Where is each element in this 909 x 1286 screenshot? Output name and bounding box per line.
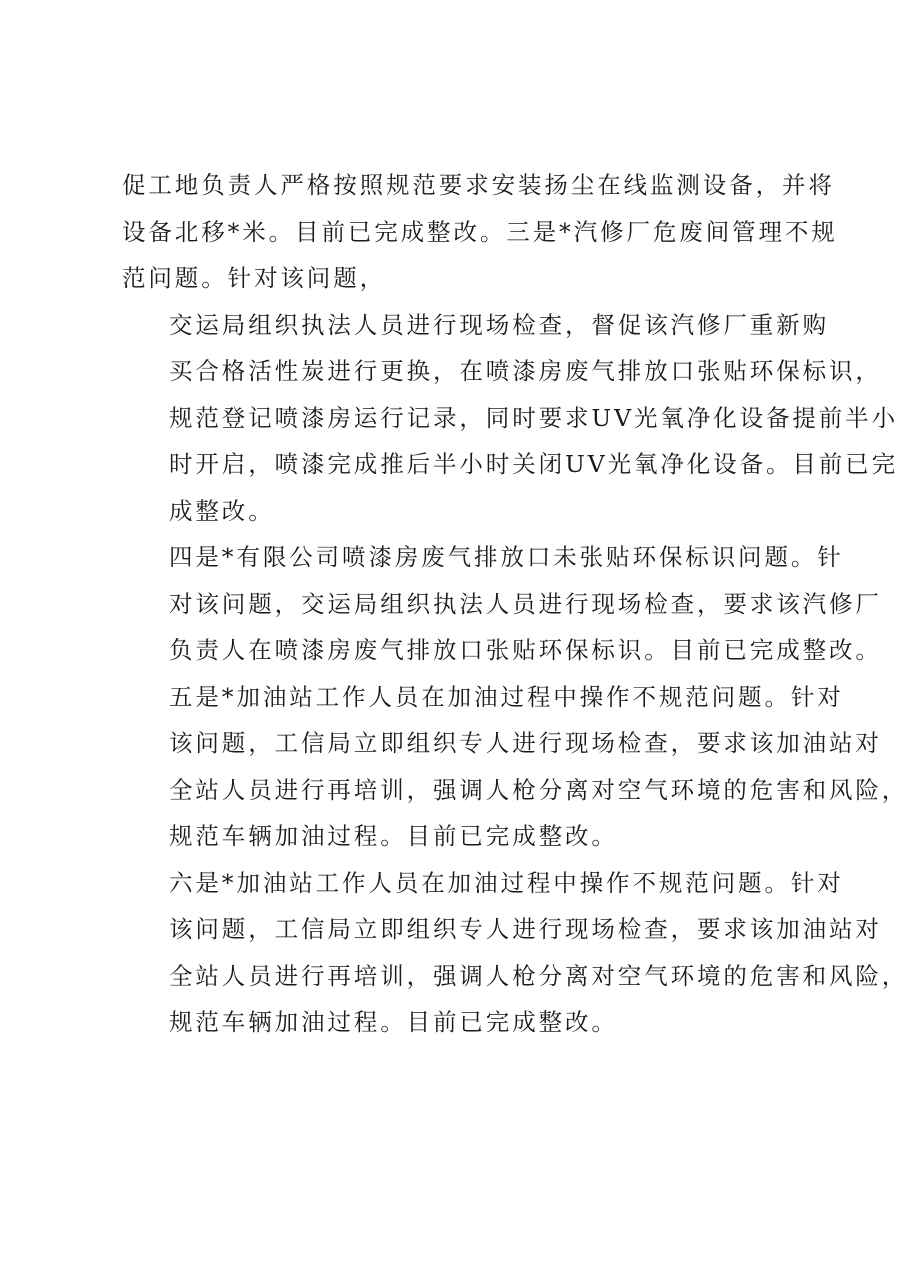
paragraph <box>122 162 838 302</box>
text-line: 设备北移*米。目前已完成整改。三是*汽修厂危废间管理不规 <box>122 217 838 246</box>
text-line: 规范车辆加油过程。目前已完成整改。 <box>169 1008 618 1036</box>
text-line: 负责人在喷漆房废气排放口张贴环保标识。目前已完成整改。 <box>169 636 882 664</box>
text-line: 对该问题，交运局组织执法人员进行现场检查，要求该汽修厂 <box>169 589 882 618</box>
text-line: 规范车辆加油过程。目前已完成整改。 <box>169 822 618 850</box>
text-line: 买合格活性炭进行更换，在喷漆房废气排放口张贴环保标识， <box>169 357 882 385</box>
text-line: 促工地负责人严格按照规范要求安装扬尘在线监测设备，并将 <box>122 171 835 199</box>
text-line: 四是*有限公司喷漆房废气排放口未张贴环保标识问题。针 <box>169 543 844 571</box>
paragraph <box>122 860 909 1046</box>
text-line: 时开启，喷漆完成推后半小时关闭UV光氧净化设备。目前已完 <box>169 450 898 478</box>
text-line: 范问题。针对该问题， <box>122 264 386 292</box>
document-body <box>122 162 909 1046</box>
paragraph <box>122 302 898 535</box>
paragraph <box>122 534 882 674</box>
text-line: 该问题，工信局立即组织专人进行现场检查，要求该加油站对 <box>169 915 882 943</box>
text-line: 全站人员进行再培训，强调人枪分离对空气环境的危害和风险， <box>169 775 909 804</box>
text-line: 该问题，工信局立即组织专人进行现场检查，要求该加油站对 <box>169 729 882 757</box>
text-line: 全站人员进行再培训，强调人枪分离对空气环境的危害和风险， <box>169 961 909 990</box>
text-line: 五是*加油站工作人员在加油过程中操作不规范问题。针对 <box>169 682 844 711</box>
text-line: 六是*加油站工作人员在加油过程中操作不规范问题。针对 <box>169 868 844 897</box>
text-line: 规范登记喷漆房运行记录，同时要求UV光氧净化设备提前半小 <box>169 403 898 432</box>
text-line: 成整改。 <box>169 496 275 525</box>
text-line: 交运局组织执法人员进行现场检查，督促该汽修厂重新购 <box>169 310 829 339</box>
paragraph <box>122 674 909 860</box>
